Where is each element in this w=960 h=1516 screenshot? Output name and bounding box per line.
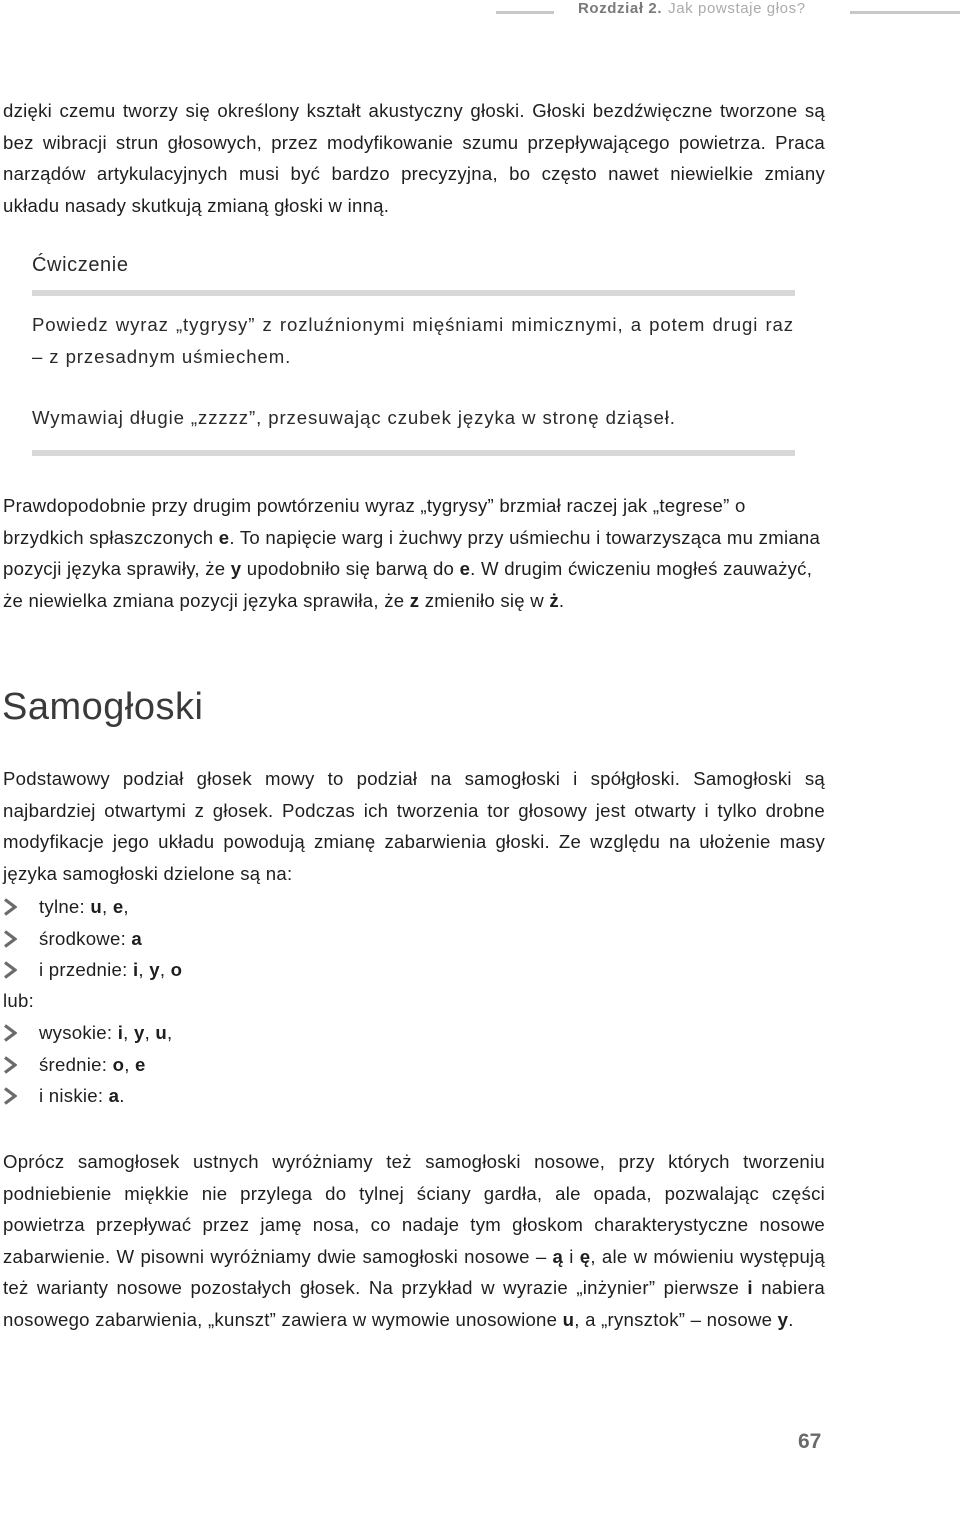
chapter-label: Rozdział 2.: [578, 0, 663, 17]
header-rule-left: [496, 11, 554, 14]
paragraph-4: [3, 1146, 825, 1336]
separator: ,: [101, 896, 113, 917]
text-run: .: [558, 589, 565, 611]
list-label: środkowe:: [39, 927, 132, 949]
exercise-title: Ćwiczenie: [32, 254, 129, 276]
bold-letter: ą: [552, 1245, 564, 1267]
bold-letter: ę: [579, 1245, 591, 1267]
bold-letter: y: [777, 1308, 789, 1330]
vowel-list-horizontal: [3, 891, 182, 986]
text-run: Oprócz samogłosek ustnych wyróżniamy też samogłoski nosowe, przy których tworzeniu podniebienie miękkie nie przylega do tylnej ściany gardła, ale opada, pozwalając części powietrza przepływać przez jamę nosa, co nadaje tym głoskom charakterystyczne nosowe zabarwienie. W pisowni wyróżniamy dwie samogłoski nosowe –: [3, 1151, 825, 1267]
bold-letter: e: [218, 526, 230, 548]
chevron-right-icon: [3, 961, 17, 979]
bold-letter: ż: [549, 589, 559, 611]
list-item: [3, 1017, 172, 1049]
text-run: zmieniło się w: [419, 589, 550, 611]
text-run: i: [563, 1245, 580, 1267]
bold-letter: u: [90, 896, 102, 917]
text-run: .: [788, 1308, 794, 1330]
list-connector: lub:: [3, 990, 34, 1011]
separator: ,: [123, 896, 129, 917]
bold-letter: y: [149, 959, 160, 980]
list-item: [3, 1080, 172, 1112]
separator: ,: [138, 959, 150, 980]
chevron-right-icon: [3, 1056, 17, 1074]
text-run: , ale w mówieniu występują też warianty nosowe pozostałych głosek. Na przykład w wyrazie „inżynier” pierwsze: [3, 1245, 826, 1299]
bold-letter: o: [112, 1053, 125, 1075]
bold-letter: u: [562, 1308, 575, 1330]
section-heading: Samogłoski: [2, 686, 204, 728]
page-number: 67: [798, 1430, 822, 1453]
vowel-list-vertical: [3, 1017, 172, 1112]
text-run: nabiera nosowego zabarwienia, „kunszt” zawiera w wymowie unosowione: [3, 1277, 825, 1330]
exercise-instruction-1: Powiedz wyraz „tygrysy” z rozluźnionymi mięśniami mimicznymi, a potem drugi raz – z przesadnym uśmiechem.: [32, 314, 794, 367]
text-run: . W drugim ćwiczeniu mogłeś zauważyć, że niewielka zmiana pozycji języka sprawiła, że: [3, 558, 813, 611]
chevron-right-icon: [3, 1087, 17, 1105]
text-run: Prawdopodobnie przy drugim powtórzeniu wyraz „tygrysy” brzmiał raczej jak „tegrese” o brzydkich spłaszczonych: [3, 495, 746, 548]
header-rule-right: [850, 11, 960, 14]
separator: .: [119, 1085, 125, 1106]
bold-letter: i: [747, 1277, 753, 1299]
list-item: [3, 1049, 172, 1081]
paragraph-2: [3, 490, 825, 616]
list-label: tylne:: [39, 896, 91, 917]
chevron-right-icon: [3, 898, 17, 916]
chapter-title: Jak powstaje głos?: [668, 0, 806, 17]
bold-letter: e: [112, 896, 124, 917]
separator: ,: [159, 959, 171, 980]
exercise-bottom-rule: [32, 450, 795, 456]
bold-letter: y: [133, 1022, 145, 1043]
bold-letter: z: [409, 589, 420, 611]
bold-letter: a: [131, 927, 143, 949]
list-item: [3, 891, 182, 923]
header-text: [578, 0, 806, 17]
list-item: [3, 923, 182, 955]
intro-paragraph: dzięki czemu tworzy się określony kształt akustyczny głoski. Głoski bezdźwięczne tworzone są bez wibracji strun głosowych, przez modyfikowanie szumu przepływającego powietrza. Praca narządów artykulacyjnych musi być bardzo precyzyjna, bo często nawet niewielkie zmiany układu nasady skutkują zmianą głoski w inną.: [3, 100, 825, 216]
bold-letter: o: [170, 959, 183, 980]
list-label: i przednie:: [39, 959, 133, 980]
bold-letter: a: [108, 1085, 120, 1106]
separator: ,: [144, 1022, 156, 1043]
bold-letter: y: [230, 558, 242, 580]
separator: ,: [124, 1053, 136, 1075]
paragraph-3: Podstawowy podział głosek mowy to podział na samogłoski i spółgłoski. Samogłoski są najbardziej otwartymi z głosek. Podczas ich tworzenia tor głosowy jest otwarty i tylko drobne modyfikacje jego układu powodują zmianę zabarwienia głoski. Ze względu na ułożenie masy języka samogłoski dzielone są na:: [3, 768, 825, 884]
bold-letter: u: [155, 1022, 168, 1043]
chevron-right-icon: [3, 1024, 17, 1042]
list-item: [3, 954, 182, 986]
separator: ,: [167, 1022, 173, 1043]
bold-letter: e: [135, 1053, 146, 1075]
running-header: [0, 0, 960, 28]
exercise-top-rule: [32, 290, 795, 296]
text-run: . To napięcie warg i żuchwy przy uśmiechu i towarzysząca mu zmiana pozycji języka sprawiły, że: [3, 526, 821, 580]
list-label: średnie:: [39, 1053, 113, 1075]
bold-letter: e: [459, 558, 471, 580]
bold-letter: i: [132, 959, 139, 980]
text-run: upodobniło się barwą do: [241, 558, 460, 580]
bold-letter: i: [117, 1022, 124, 1043]
exercise-instruction-2: Wymawiaj długie „zzzzz”, przesuwając czubek języka w stronę dziąseł.: [32, 407, 676, 428]
list-label: i niskie:: [39, 1085, 109, 1106]
separator: ,: [123, 1022, 134, 1043]
text-run: , a „rynsztok” – nosowe: [574, 1308, 778, 1330]
chevron-right-icon: [3, 930, 17, 948]
list-label: wysokie:: [39, 1022, 118, 1043]
